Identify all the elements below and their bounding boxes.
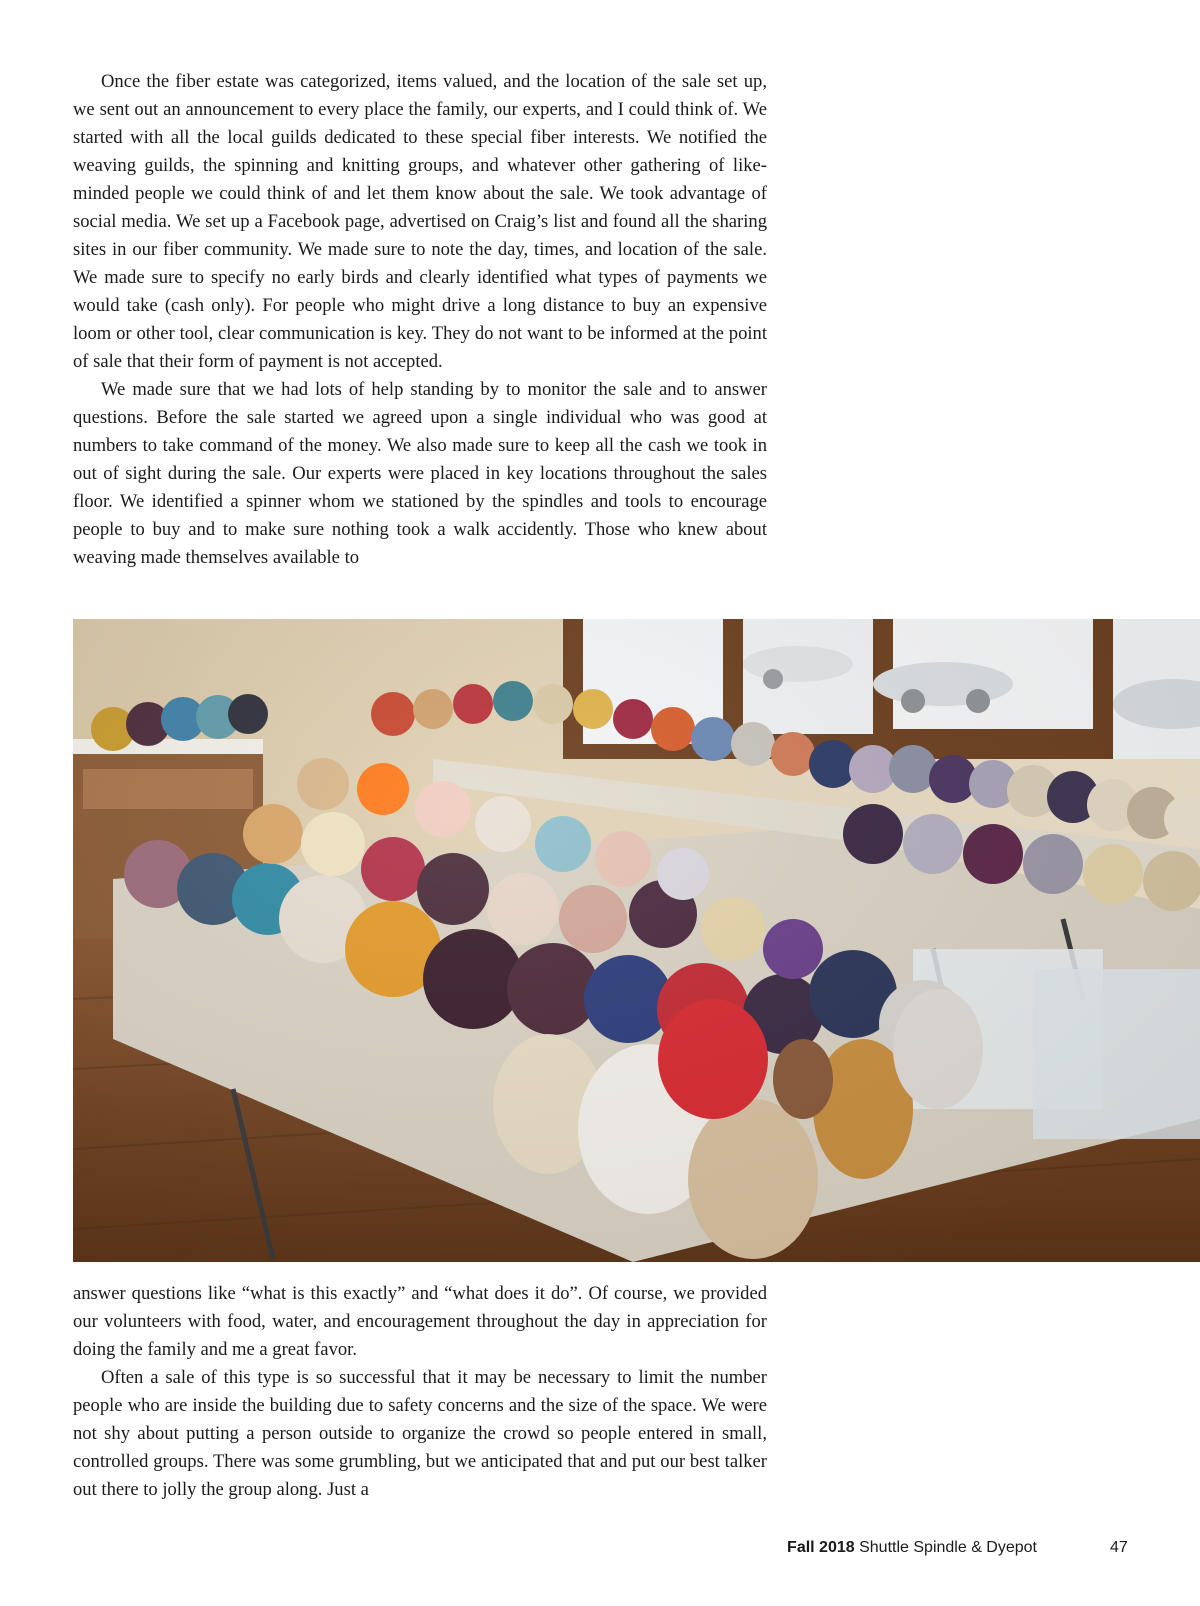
article-paragraph: Once the fiber estate was categorized, items valued, and the location of the sale set up, we sent out an announcement to every place the family, our experts, and I could think of. We started with all the local guilds dedicated to these special fiber interests. We notified the weaving guilds, the spinning and knitting groups, and whatever other gathering of like-minded people we could think of and let them know about the sale. We took advantage of social media. We set up a Facebook page, advertised on Craig’s list and found all the sharing sites in our fiber community. We made sure to note the day, times, and location of the sale. We made sure to specify no early birds and clearly identified what types of payments we would take (cash only). For people who might drive a long distance to buy an expensive loom or other tool, clear communication is key. They do not want to be informed at the point of sale that their form of payment is not accepted. xyxy=(73,71,767,372)
article-text-bottom xyxy=(73,1280,767,1504)
issue-season: Fall 2018 xyxy=(787,1539,855,1556)
page-footer xyxy=(0,1539,1200,1563)
page-number: 47 xyxy=(1110,1539,1128,1556)
article-paragraph: Often a sale of this type is so successful that it may be necessary to limit the number people who are inside the building due to safety concerns and the size of the space. We were not shy about putting a person outside to organize the crowd so people entered in small, controlled groups. There was some grumbling, but we anticipated that and put our best talker out there to jolly the group along. Just a xyxy=(73,1367,767,1500)
article-text-top xyxy=(73,68,767,572)
article-paragraph: answer questions like “what is this exactly” and “what does it do”. Of course, we provided our volunteers with food, water, and encouragement throughout the day in appreciation for doing the family and me a great favor. xyxy=(73,1283,767,1360)
yarn-sale-photo xyxy=(73,619,1200,1262)
magazine-title: Shuttle Spindle & Dyepot xyxy=(859,1539,1037,1556)
article-paragraph: We made sure that we had lots of help standing by to monitor the sale and to answer questions. Before the sale started we agreed upon a single individual who was good at numbers to take command of the money. We also made sure to keep all the cash we took in out of sight during the sale. Our experts were placed in key locations throughout the sales floor. We identified a spinner whom we stationed by the spindles and tools to encourage people to buy and to make sure nothing took a walk accidently. Those who knew about weaving made themselves available to xyxy=(73,379,767,568)
issue-label xyxy=(787,1539,1037,1557)
